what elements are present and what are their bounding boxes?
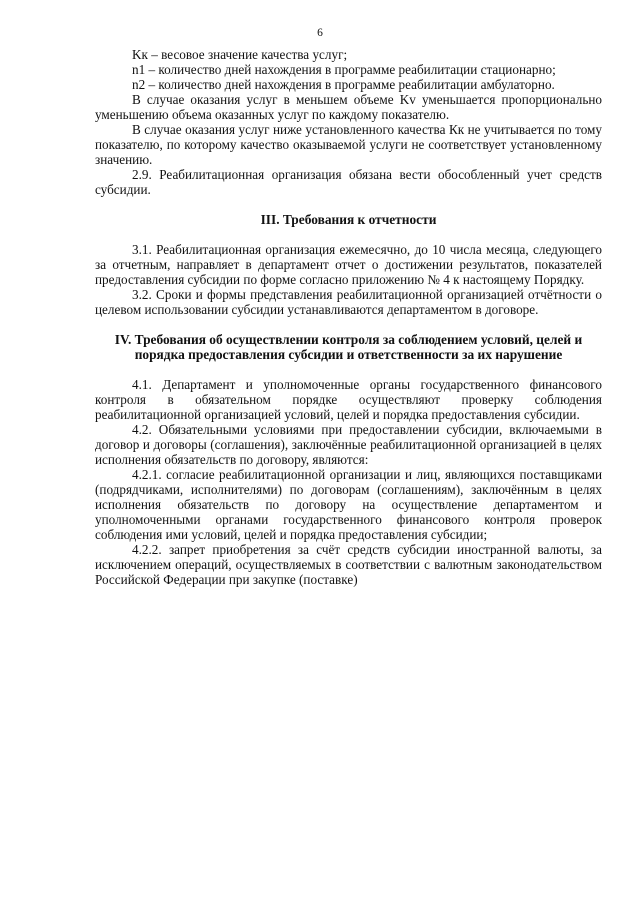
paragraph-lower-quality: В случае оказания услуг ниже установленного качества Кк не учитывается по тому показателю, по которому качество оказываемой услуги не соответствует установленному значению.	[95, 122, 602, 167]
section-4-heading: IV. Требования об осуществлении контроля за соблюдением условий, целей и порядка предоставления субсидии и ответственности за их нарушение	[114, 332, 583, 362]
section-3-heading: III. Требования к отчетности	[260, 212, 437, 227]
paragraph-4-2-2: 4.2.2. запрет приобретения за счёт средств субсидии иностранной валюты, за исключением операций, осуществляемых в соответствии с валютным законодательством Российской Федерации при закупке (поставке)	[95, 542, 602, 587]
paragraph-2-9: 2.9. Реабилитационная организация обязана вести обособленный учет средств субсидии.	[95, 167, 602, 197]
document-body	[95, 47, 602, 587]
paragraph-3-2: 3.2. Сроки и формы представления реабилитационной организацией отчётности о целевом использовании субсидии устанавливаются департаментом в договоре.	[95, 287, 602, 317]
page-number: 6	[317, 27, 323, 39]
paragraph-n2-definition: n2 – количество дней нахождения в программе реабилитации амбулаторно.	[132, 77, 555, 92]
paragraph-n1-definition: n1 – количество дней нахождения в программе реабилитации стационарно;	[132, 62, 556, 77]
paragraph-4-2: 4.2. Обязательными условиями при предоставлении субсидии, включаемыми в договор и договоры (соглашения), заключённые реабилитационной организацией в целях исполнения обязательств по договору, являются:	[95, 422, 602, 467]
paragraph-4-1: 4.1. Департамент и уполномоченные органы государственного финансового контроля в обязательном порядке осуществляют проверку соблюдения реабилитационной организацией условий, целей и порядка предоставления субсидии.	[95, 377, 602, 422]
paragraph-3-1: 3.1. Реабилитационная организация ежемесячно, до 10 числа месяца, следующего за отчетным, направляет в департамент отчет о достижении результатов, показателей предоставления субсидии по форме согласно приложению № 4 к настоящему Порядку.	[95, 242, 602, 287]
paragraph-kk-definition: Kк – весовое значение качества услуг;	[132, 47, 348, 62]
paragraph-reduced-volume: В случае оказания услуг в меньшем объеме Kv уменьшается пропорционально уменьшению объема оказанных услуг по каждому показателю.	[95, 92, 602, 122]
paragraph-4-2-1: 4.2.1. согласие реабилитационной организации и лиц, являющихся поставщиками (подрядчиками, исполнителями) по договорам (соглашениям), заключённым в целях исполнения обязательств по договору на осуществление департаментом и уполномоченными органами государственного финансового контроля проверок соблюдения ими условий, целей и порядка предоставления субсидии;	[95, 467, 602, 542]
